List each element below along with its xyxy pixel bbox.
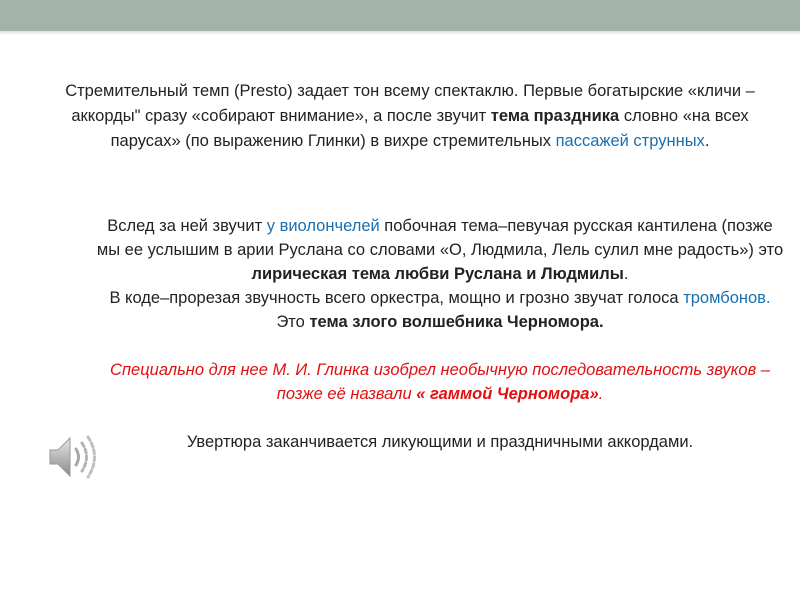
paragraph-coda — [95, 286, 785, 334]
red-line-2a: позже её назвали — [276, 385, 417, 403]
intro-bold-theme: тема праздника — [490, 107, 620, 125]
top-bar — [0, 0, 800, 31]
coda-bold-chernomor: тема злого волшебника Черномора. — [309, 313, 604, 331]
top-bar-shadow — [0, 31, 800, 35]
paragraph-red-note — [95, 358, 785, 406]
red-line-2c: . — [598, 385, 604, 403]
intro-text-3: . — [704, 132, 710, 150]
cello-bold-love-theme: лирическая тема любви Руслана и Людмилы — [251, 265, 624, 283]
paragraph-intro — [40, 79, 780, 154]
red-line-1: Специально для нее М. И. Глинка изобрел необычную последовательность звуков – — [110, 361, 770, 379]
coda-text-1: В коде–прорезая звучность всего оркестра, мощно и грозно звучат голоса — [109, 289, 684, 307]
coda-text-2: Это — [276, 313, 310, 331]
cello-blue: у виолончелей — [266, 217, 380, 235]
speaker-icon[interactable] — [46, 432, 102, 482]
coda-blue-trombones: тромбонов. — [683, 289, 771, 307]
paragraph-cello — [95, 214, 785, 286]
red-line-2b: « гаммой Черномора» — [416, 385, 599, 403]
cello-text-2: побочная тема–певучая русская кантилена (позже мы ее услышим в арии Руслана со словами «О, Людмила, Лель сулил мне радость») это — [96, 217, 784, 259]
intro-text-2: словно «на всех парусах» (по выражению Глинки) в вихре стремительных — [110, 107, 749, 150]
cello-text-1: Вслед за ней звучит — [107, 217, 267, 235]
intro-blue-strings: пассажей струнных — [555, 132, 705, 150]
cello-text-3: . — [623, 265, 629, 283]
paragraph-body — [95, 214, 785, 454]
intro-text-1: Стремительный темп (Presto) задает тон всему спектаклю. Первые богатырские «кличи – аккорды" сразу «собирают внимание», а после звучит — [65, 82, 755, 125]
paragraph-final: Увертюра заканчивается ликующими и праздничными аккордами. — [186, 433, 694, 451]
